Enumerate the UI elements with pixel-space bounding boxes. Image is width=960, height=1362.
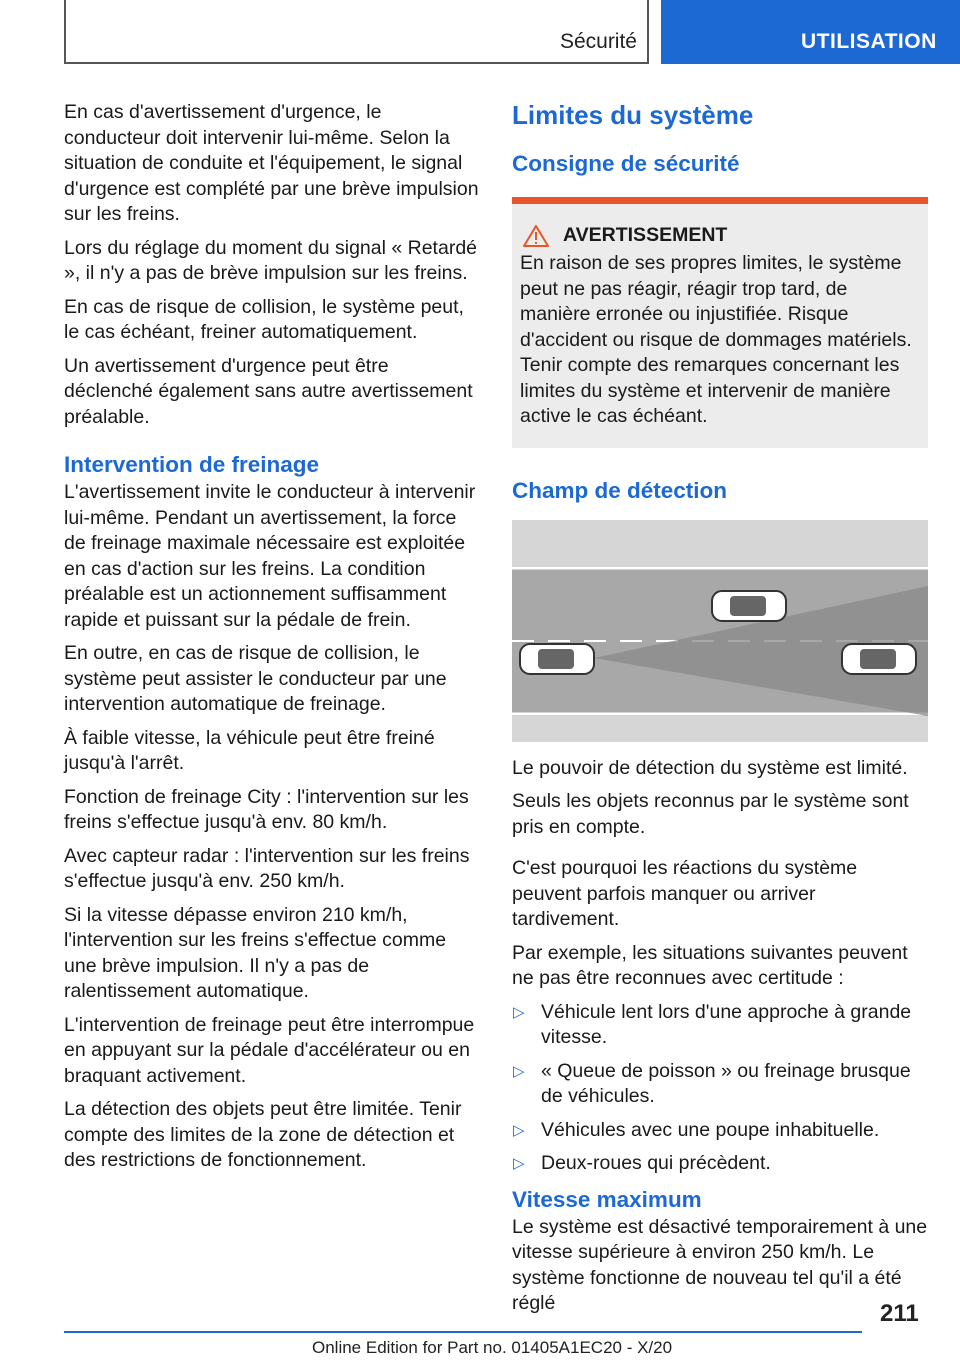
paragraph: Lors du réglage du moment du signal « Retardé », il n'y a pas de brève impulsion sur les freins. xyxy=(64,236,478,284)
heading-limites: Limites du système xyxy=(512,100,754,130)
triangle-bullet-icon: ▷ xyxy=(513,1003,525,1021)
detection-field-illustration xyxy=(512,520,928,742)
car-icon xyxy=(712,591,786,621)
list-item: ▷ Véhicule lent lors d'une approche à grande vitesse. xyxy=(513,1000,912,1048)
header-chapter-title: UTILISATION xyxy=(801,30,937,53)
warning-text: En raison de ses propres limites, le système peut ne pas réagir, réagir trop tard, de manière erronée ou injustifiée. Risque d'accident ou risque de dommages matériels. Tenir compte des remarques concernant les limites du système et intervenir de manière active le cas échéant. xyxy=(520,252,912,427)
paragraph: Fonction de freinage City : l'intervention sur les freins s'effectue jusqu'à env. 80 km/h. xyxy=(64,785,469,833)
paragraph: L'avertissement invite le conducteur à intervenir lui-même. Pendant un avertissement, la force de freinage maximale nécessaire est exploitée en cas d'action sur les freins. La condition préalable est un actionnement suffisamment rapide et puissant sur la pédale de frein. xyxy=(64,481,476,631)
paragraph: C'est pourquoi les réactions du système peuvent parfois manquer ou arriver tardivement. xyxy=(512,857,858,930)
warning-title-row xyxy=(520,224,920,247)
list-item: ▷ Véhicules avec une poupe inhabituelle. xyxy=(512,1118,928,1144)
list-item: ▷ Deux-roues qui précèdent. xyxy=(512,1151,928,1177)
header-section-title: Sécurité xyxy=(559,30,637,53)
car-icon xyxy=(842,644,916,674)
warning-title: AVERTISSEMENT xyxy=(563,224,728,246)
paragraph: En cas de risque de collision, le système peut, le cas échéant, freiner automatiquement. xyxy=(64,295,464,343)
heading-champ: Champ de détection xyxy=(512,477,728,503)
heading-consigne: Consigne de sécurité xyxy=(512,151,740,176)
paragraph: Le système est désactivé temporairement à une vitesse supérieure à environ 250 km/h. Le système fonctionne de nouveau tel qu'il a été réglé xyxy=(512,1215,928,1314)
paragraph: Avec capteur radar : l'intervention sur les freins s'effectue jusqu'à env. 250 km/h. xyxy=(64,844,470,892)
footer-edition: Online Edition for Part no. 01405A1EC20 - X/20 xyxy=(312,1338,673,1357)
triangle-bullet-icon: ▷ xyxy=(513,1121,525,1139)
paragraph: Si la vitesse dépasse environ 210 km/h, l'intervention sur les freins s'effectue comme une brève impulsion. Il n'y a pas de ralentissement automatique. xyxy=(64,903,447,1002)
warning-box xyxy=(512,197,928,448)
heading-vitesse: Vitesse maximum xyxy=(512,1186,702,1212)
paragraph: Seuls les objets reconnus par le système sont pris en compte. xyxy=(512,790,909,838)
limitations-list xyxy=(512,1000,928,1177)
paragraph: Le pouvoir de détection du système est limité. xyxy=(512,756,908,779)
left-column xyxy=(64,100,482,1182)
list-item: ▷ « Queue de poisson » ou freinage brusque de véhicules. xyxy=(513,1059,911,1107)
footer-divider xyxy=(64,1331,862,1333)
paragraph: Par exemple, les situations suivantes peuvent ne pas être reconnues avec certitude : xyxy=(512,941,908,989)
paragraph: Un avertissement d'urgence peut être déclenché également sans autre avertissement préalable. xyxy=(64,354,473,428)
paragraph: À faible vitesse, la véhicule peut être freiné jusqu'à l'arrêt. xyxy=(64,726,435,774)
header-chapter-tab xyxy=(661,0,960,64)
paragraph: En cas d'avertissement d'urgence, le conducteur doit intervenir lui-même. Selon la situation de conduite et l'équipement, le signal d'urgence est complété par une brève impulsion sur les freins. xyxy=(64,101,479,225)
triangle-bullet-icon: ▷ xyxy=(513,1155,525,1172)
header-section-box xyxy=(64,0,649,64)
triangle-bullet-icon: ▷ xyxy=(513,1062,525,1080)
warning-triangle-icon xyxy=(523,225,549,247)
heading-intervention: Intervention de freinage xyxy=(64,452,320,477)
car-icon xyxy=(520,644,594,674)
detection-field-diagram xyxy=(512,520,928,742)
paragraph: En outre, en cas de risque de collision, le système peut assister le conducteur par une intervention automatique de freinage. xyxy=(64,642,447,715)
paragraph: La détection des objets peut être limitée. Tenir compte des limites de la zone de détection et des restrictions de fonctionnement. xyxy=(64,1098,462,1171)
page-number: 211 xyxy=(880,1300,919,1327)
right-column xyxy=(512,100,928,1325)
paragraph: L'intervention de freinage peut être interrompue en appuyant sur la pédale d'accélérateur ou en braquant activement. xyxy=(64,1013,475,1087)
